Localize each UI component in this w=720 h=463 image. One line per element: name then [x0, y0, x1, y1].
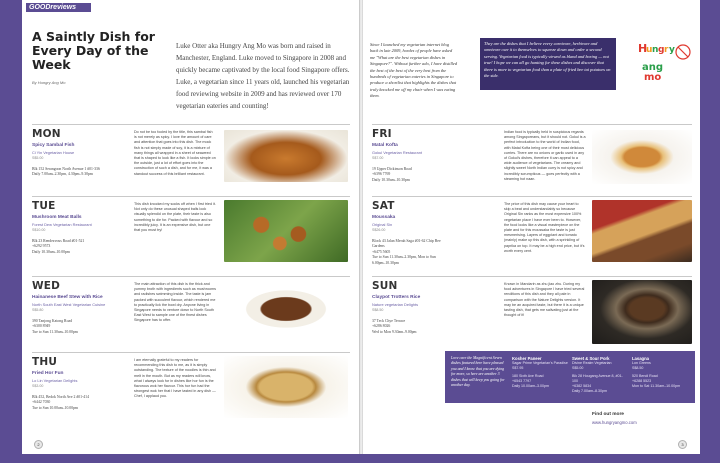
dish-name: Spicy Sambal Fish [32, 143, 75, 148]
divider [32, 196, 350, 197]
svg-text:H: H [638, 42, 648, 55]
address: 19 Upper Dickinson Road +6396 7769 Daily 10.30am–10.30pm [372, 167, 412, 182]
day-label: WED [32, 280, 61, 292]
dish-name: Moussaka [372, 215, 396, 220]
price: S$8.50 [372, 308, 384, 312]
bonus-dish: Kosher Paneer Sagar Prime Vegetarian's Paradise S$7.95 180 Sixth Ave Road +6543 7797 Daily 10.00am–3.00pm [512, 356, 568, 388]
more-dishes-intro: Love care the Magnificent Seven dishes featured here have pleased you and I know that you are dying for more, so here are another 3 dishes that will keep you going for another day. [451, 356, 505, 388]
description: I am eternally grateful to my readers for recommending this dish to me, as it is simply outstanding. The texture of the noodles is thin and melt in the mouth. But as my readers will know, what I always look for in dishes like hor fun is the flavorous wok her flavour. This hor fun had the strongest wok her that I have tasted in any dish — Chef, I applaud you. [134, 358, 216, 399]
dish-photo [224, 130, 348, 182]
page-number: 3 [678, 440, 687, 449]
address: Blk 152 Serangoon North Avenue 1 #01-336 Daily 7.00am–2.30pm, 4.30pm–9.30pm [32, 167, 100, 177]
price: S$5.00 [32, 156, 44, 160]
dish-name: Mushroom Meat Balls [32, 215, 82, 220]
dish-photo [592, 130, 692, 184]
svg-text:mo: mo [644, 72, 662, 82]
description: Known in Mandarin as zhu jiao zhu. During my food adventures in Singapore I have tried several renditions of this dish and they all pale in comparison with the Nature Delights version. It may be an acquired taste, but there it is a unique tasting dish, that gets me salivating just at the thought of it! [504, 282, 585, 318]
restaurant-name: Nature vegetarian Delights [372, 302, 419, 307]
dish-photo [224, 356, 348, 418]
description: Indian food is typically held in suspicious regards among Singaporeans, but it should not. Gokul is a perfect introduction to the world of Indian food, with Matal Kofta being one of their most delicious curries. There are no onions or garlic used in any of Gokul's dishes, therefore it can appeal to a wide audience of vegetarians. The creamy and slightly sweet North Indian curry is not spicy and incredibly scrumptious — goes perfectly with a steaming hot naan. [504, 130, 586, 181]
article-intro: Luke Otter aka Hungry Ang Mo was born and raised in Manchester, England. Luke moved to Singapore in 2008 and quickly became captivated by the local food Singapore offers. Luke, a vegetarian since 11 years old, launched his vegetarian food reviewing website in 2009 and has reviewed over 170 vegetarian eateries and counting! [176, 42, 350, 110]
address: Block 43 Jalan Merah Saga #01-62 Chip Bee Gardens +6475 5605 Tue to Sun 11.30am–2.30pm, Mon to Sun 6.00pm–10.30pm [372, 239, 441, 265]
dish-name: Matal Kofta [372, 143, 398, 148]
svg-text:ang: ang [642, 62, 664, 73]
page-number: 2 [34, 440, 43, 449]
restaurant-name: Original Sin [372, 222, 393, 227]
day-label: TUE [32, 200, 56, 212]
restaurant-name: North South East West Vegetarian Cuisine [32, 302, 106, 307]
address: 37 Teck Chye Terrace +6286 8026 Wed to Mon 9.30am–9.00pm [372, 319, 417, 334]
bonus-dish: Lasagna Lon Greens S$8.50 520 Bendi Road +6288 5523 Mon to Sat 11.30am–10.00pm [632, 356, 681, 388]
dish-name: Fried Hor Fun [32, 371, 64, 376]
restaurant-name: Forest Dew Vegetarian Restaurant [32, 222, 92, 227]
divider [372, 124, 692, 125]
magazine-brand: GOODreviews [26, 3, 91, 12]
svg-text:y: y [669, 45, 675, 55]
price: S$26.00 [372, 228, 386, 232]
divider [32, 276, 350, 277]
address: 390 Tanjong Katong Road +6300 8949 Tue to Sun 11.30am–10.00pm [32, 319, 78, 334]
intro-right-2: They are the dishes that I believe every carnivore, herbivore and omnivore owe it to themselves to squeeze down and order a second serving. Vegetarian food is typically viewed as bland and boring — not true! I hope we can all go hunting for these dishes and discover that there is more to vegetarian food than a plate of fried bee tai potatoes on the side. [480, 38, 616, 90]
website-link[interactable]: www.hungryangmo.com [592, 420, 637, 425]
description: Do not be too fooled by the title, this sambal fish is not merely as spicy. I love the amount of care and attention that goes into this dish. The mock fish is not simply made of soy, it is a mixture of many things all wrapped in a sheet of seaweed that is shaped to look like a fish. It looks simple on the outside, just a lot of effort goes into the construction of such a dish, and for me, it was a standout success of this brilliant restaurant. [134, 130, 216, 176]
divider [32, 352, 350, 353]
find-more-label: Find out more [592, 412, 624, 417]
day-label: THU [32, 356, 58, 368]
intro-right-1: Since I launched my vegetarian internet blog back in late 2009, hordes of people have asked me "What are the best vegetarian dishes in Singapore?". Without further ado, I have distilled the best of the best of the very best from the hundreds of vegetarian eateries in Singapore to produce a shortlist that highlights the dishes that truly knocked me off my chair when I was eating them. [370, 42, 458, 99]
price: S$7.00 [372, 156, 384, 160]
price: S$3.00 [32, 384, 44, 388]
divider [372, 276, 692, 277]
dish-photo [592, 280, 692, 344]
day-label: FRI [372, 128, 392, 140]
description: This dish knocked my socks off when I first tried it. Not only do these unusual shaped balls look visually splendid on the plate, their taste is also something to die for. Packed with flavour and so incredibly juicy. It is an expensive dish, but one that you must try! [134, 202, 216, 233]
svg-text:g: g [658, 45, 665, 55]
day-label: SUN [372, 280, 398, 292]
dish-photo [224, 200, 348, 262]
divider [32, 124, 350, 125]
bonus-dish: Sweet & Sour Pork Divine Realm Vegetarian S$5.00 Blk 28 Hougang Avenue 8, #01-100 +6382 5834 Daily 7.00am–8.30pm [572, 356, 623, 393]
address: Blk 452, Bedok North Ave 2 #01-414 +6442 7030 Tue to Sun 10.00am–10.00pm [32, 395, 89, 410]
address: Blk 23 Rendezvous Road #01-521 +6292 9573 Daily 10.30am–10.00pm [32, 239, 85, 254]
day-label: SAT [372, 200, 395, 212]
page-fold [359, 0, 363, 454]
day-label: MON [32, 128, 61, 140]
svg-text:r: r [664, 45, 669, 55]
svg-text:u: u [646, 45, 653, 55]
dish-photo [224, 280, 348, 338]
byline: By Hungry Ang Mo [32, 80, 66, 85]
dish-photo [592, 200, 692, 262]
price: S$10.00 [32, 228, 46, 232]
article-title: A Saintly Dish for Every Day of the Week [32, 29, 155, 72]
description: The main attraction of this dish is the thick and yummy broth with ingredients such as mushrooms and radishes swimming inside. The taste is jam packed with succulent flavour, which rendered me to practically lick the bowl dry. Anyone living in Singapore needs to venture down to North South East West to sample one of the finest dishes Singapore has to offer. [134, 282, 216, 323]
description: The price of this dish may cause your heart to skip a beat and understandably so because Original Sin ranks as the most expensive 100% vegetarian place I have ever been to. However, the food looks like a visual masterpiece on the plate and for this moussaka the taste is just mesmerising. Layers of eggplant and tomato (mainly) make up this dish, with a sprinkling of paprika on top. It may be a high end price, but it's worth every cent. [504, 202, 585, 253]
dish-name: Hainanese Beef Stew with Rice [32, 295, 103, 300]
price: S$5.80 [32, 308, 44, 312]
hungry-ang-mo-logo [636, 34, 692, 82]
restaurant-name: Ci Yin Vegetarian House [32, 150, 75, 155]
svg-text:n: n [652, 45, 659, 55]
restaurant-name: Lo Lin Vegetarian Delights [32, 378, 78, 383]
divider [372, 196, 692, 197]
dish-name: Claypot Trotters Rice [372, 295, 421, 300]
restaurant-name: Gokul Vegetarian Restaurant [372, 150, 422, 155]
